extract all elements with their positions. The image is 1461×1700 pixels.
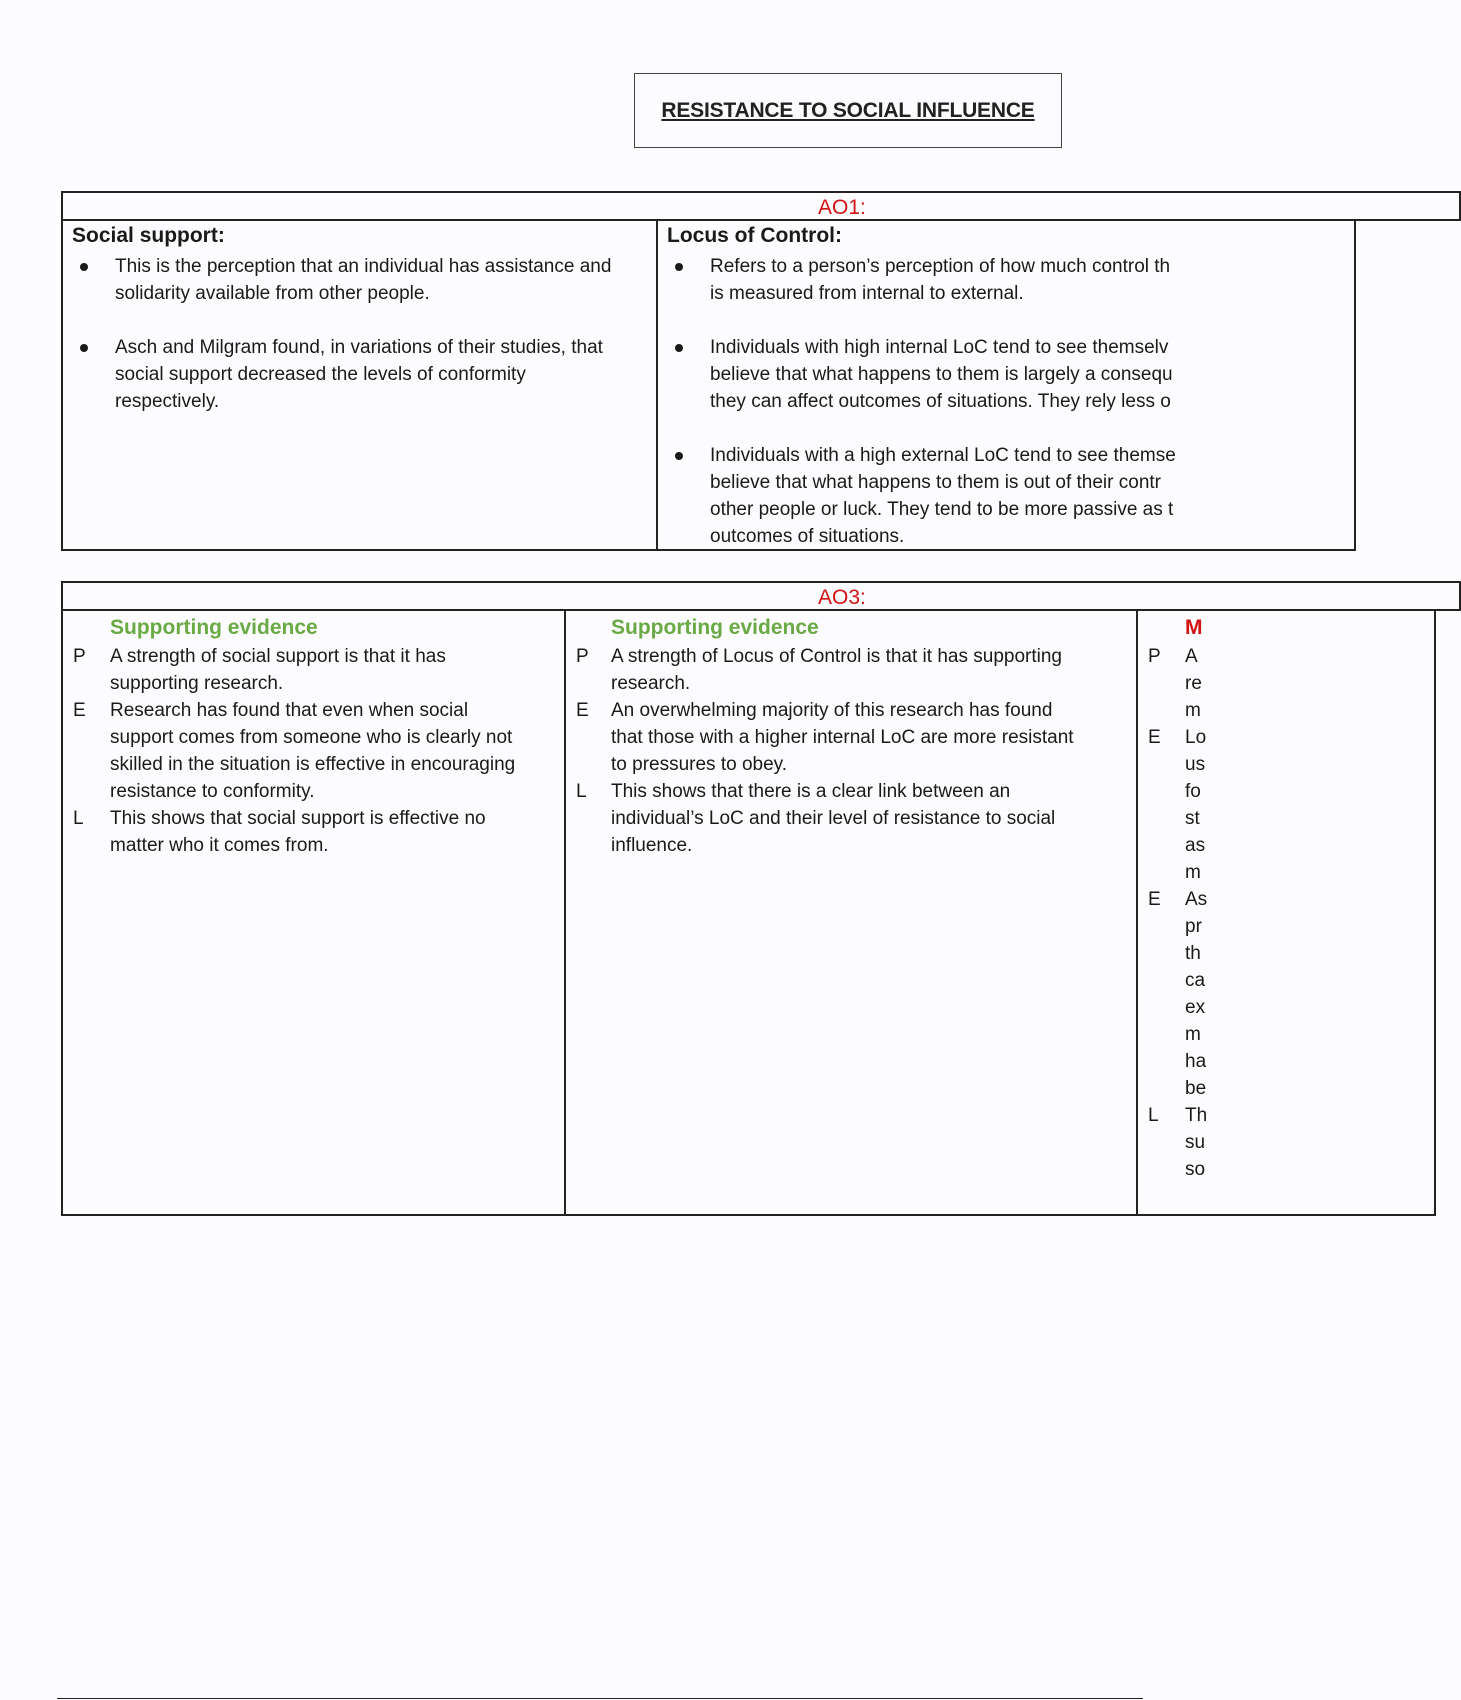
list-item	[63, 697, 564, 805]
ao3-column-locus-of-control	[564, 611, 1138, 1216]
pel-text: Th su so	[1185, 1105, 1208, 1180]
list-item	[1138, 1102, 1434, 1183]
social-support-heading: Social support:	[72, 224, 225, 247]
supporting-evidence-heading: Supporting evidence	[611, 616, 819, 639]
pel-letter: E	[1148, 889, 1161, 910]
social-support-cell	[61, 221, 658, 551]
list-item	[658, 334, 1176, 415]
list-item	[1138, 724, 1434, 886]
list-item	[566, 643, 1136, 697]
pel-letter: L	[576, 781, 587, 802]
bullet-icon	[80, 344, 88, 352]
pel-letter: E	[576, 700, 589, 721]
ao3-column-cut-off	[1136, 611, 1436, 1216]
ao1-label: AO1:	[818, 196, 866, 219]
bullet-text: Asch and Milgram found, in variations of their studies, that social support decreased the levels of conformity respectively.	[115, 337, 603, 412]
pel-text: A strength of Locus of Control is that it has supporting research.	[611, 646, 1062, 694]
list-item	[63, 643, 564, 697]
bullet-text: Refers to a person’s perception of how much control th is measured from internal to external.	[710, 256, 1171, 304]
list-item	[1138, 643, 1434, 724]
pel-list	[566, 643, 1136, 859]
document-title: RESISTANCE TO SOCIAL INFLUENCE	[661, 98, 1035, 122]
ao3-section	[61, 581, 1208, 1216]
bullet-icon	[675, 263, 683, 271]
supporting-evidence-heading: Supporting evidence	[110, 616, 318, 639]
locus-of-control-cell	[656, 221, 1356, 551]
ao1-header-row	[61, 191, 1461, 221]
bullet-icon	[80, 263, 88, 271]
pel-text: A re m	[1185, 646, 1202, 721]
bullet-text: This is the perception that an individual has assistance and solidarity available from other people.	[115, 256, 612, 304]
pel-letter: L	[73, 808, 84, 829]
list-item	[658, 442, 1176, 550]
pel-text: Lo us fo st as m	[1185, 727, 1207, 883]
cut-off-heading: M	[1185, 616, 1203, 639]
pel-letter: E	[73, 700, 86, 721]
pel-letter: P	[1148, 646, 1161, 667]
pel-list	[1138, 643, 1434, 1183]
list-item	[63, 334, 611, 415]
ao3-column-social-support	[61, 611, 566, 1216]
list-item	[566, 697, 1136, 778]
pel-letter: E	[1148, 727, 1161, 748]
bullet-text: Individuals with high internal LoC tend to see themselv believe that what happens to them is largely a consequ they can affect outcomes of situations. They rely less o	[710, 337, 1173, 412]
list-item	[63, 805, 564, 859]
bullet-icon	[675, 452, 683, 460]
bullet-icon	[675, 344, 683, 352]
pel-list	[63, 643, 564, 859]
pel-text: As pr th ca ex m ha be	[1185, 889, 1208, 1099]
list-item	[658, 253, 1176, 307]
pel-text: Research has found that even when social support comes from someone who is clearly not skilled in the situation is effective in encouraging resistance to conformity.	[110, 700, 516, 802]
pel-letter: L	[1148, 1105, 1159, 1126]
ao1-section	[61, 191, 1200, 551]
pel-letter: P	[73, 646, 86, 667]
page-bottom-rule	[57, 1698, 1143, 1699]
ao3-header-row	[61, 581, 1461, 611]
list-item	[1138, 886, 1434, 1102]
title-box	[634, 73, 1062, 148]
ao3-label: AO3:	[818, 586, 866, 609]
pel-text: This shows that social support is effective no matter who it comes from.	[110, 808, 486, 856]
list-item	[63, 253, 611, 307]
locus-of-control-heading: Locus of Control:	[667, 224, 842, 247]
pel-text: An overwhelming majority of this research has found that those with a higher internal LoC are more resistant to pressures to obey.	[611, 700, 1074, 775]
social-support-bullets	[63, 253, 611, 442]
bullet-text: Individuals with a high external LoC tend to see themse believe that what happens to them is out of their contr other people or luck. They tend to be more passive as t outcomes of situations.	[710, 445, 1176, 547]
pel-text: This shows that there is a clear link between an individual’s LoC and their level of resistance to social influence.	[611, 781, 1056, 856]
list-item	[566, 778, 1136, 859]
pel-letter: P	[576, 646, 589, 667]
pel-text: A strength of social support is that it has supporting research.	[110, 646, 446, 694]
locus-of-control-bullets	[658, 253, 1176, 577]
